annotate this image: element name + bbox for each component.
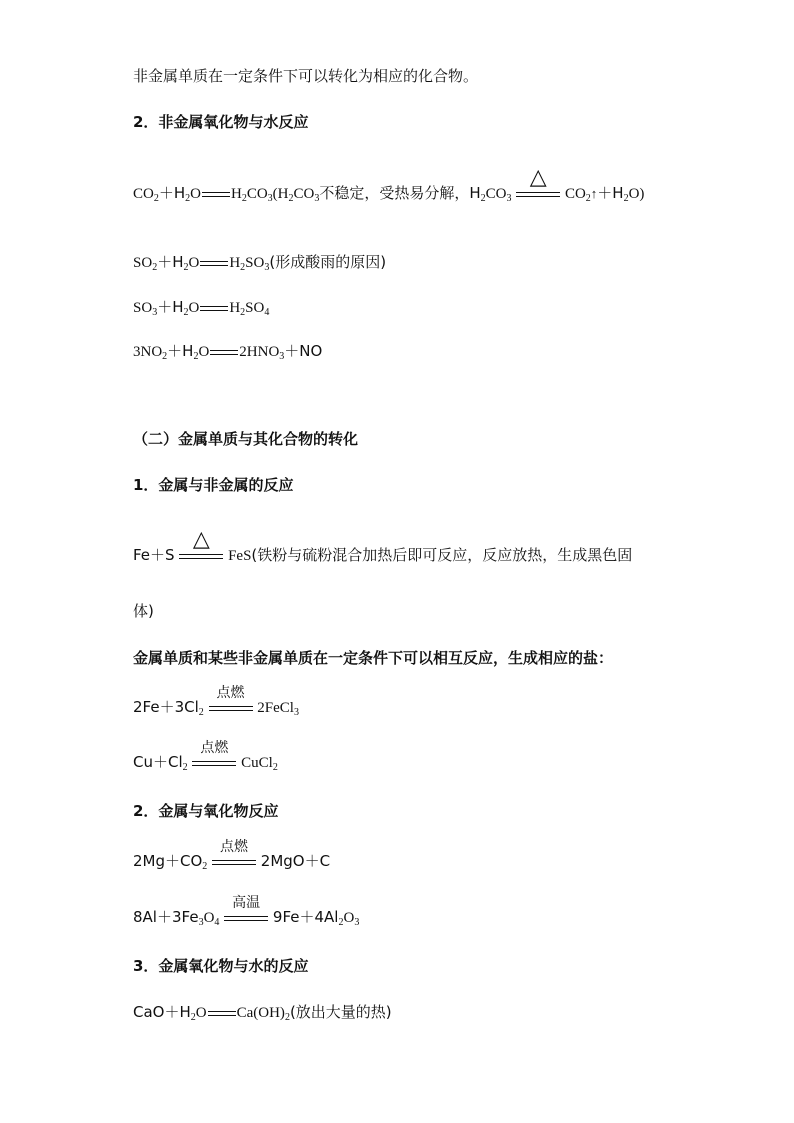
- summary-text: 金属单质和某些非金属单质在一定条件下可以相互反应，生成相应的盐：: [133, 649, 614, 667]
- gas-arrow-icon: ↑: [590, 186, 598, 201]
- heading-metal-oxide: 2．金属与氧化物反应: [133, 802, 279, 820]
- condition-label: 点燃: [216, 684, 245, 701]
- condition-label: 点燃: [200, 739, 229, 756]
- ignite-equals-sign: [192, 739, 236, 767]
- equation-al-fe3o4: $8Al+3Fe_3O_4$ 高温 $9Fe+4Al_2O_3$: [133, 894, 360, 928]
- equation-cao-water: $CaO+H_2O$ $Ca(OH)_2$(放出大量的热): [133, 1003, 392, 1023]
- heading-section-2: （二）金属单质与其化合物的转化: [133, 430, 359, 448]
- heading-nonmetal-oxide-water: 2．非金属氧化物与水反应: [133, 113, 309, 131]
- heat-triangle-icon: △: [192, 526, 210, 552]
- ignite-equals-sign: [209, 684, 253, 712]
- heat-equals-sign: [179, 526, 223, 560]
- intro-text: 非金属单质在一定条件下可以转化为相应的化合物。: [133, 67, 479, 85]
- heading-metal-nonmetal: 1．金属与非金属的反应: [133, 476, 294, 494]
- heading-metal-oxide-water: 3．金属氧化物与水的反应: [133, 957, 309, 975]
- condition-label: 点燃: [220, 838, 249, 855]
- high-temp-equals-sign: [224, 894, 268, 922]
- equation-mg-co2: $2Mg+CO_2$ 点燃 2MgO＋C: [133, 838, 331, 872]
- equation-so2-water: $SO_2+H_2O$ $H_2SO_3$(形成酸雨的原因): [133, 253, 387, 273]
- equals-sign: [208, 1011, 236, 1017]
- equals-sign: [202, 192, 230, 198]
- equals-sign: [200, 306, 228, 312]
- condition-label: 高温: [232, 894, 261, 911]
- equation-fe-s: Fe＋S △ FeS(铁粉与硫粉混合加热后即可反应，反应放热，生成黑色固: [133, 526, 633, 564]
- equation-cu-cl2: $Cu+Cl_2$ 点燃 CuCl$_2$: [133, 739, 278, 773]
- equals-sign: [210, 350, 238, 356]
- ignite-equals-sign: [212, 838, 256, 866]
- equation-no2-water: $3NO_2+H_2O$ $2HNO_3+NO$: [133, 342, 323, 362]
- equals-sign: [200, 261, 228, 267]
- equation-so3-water: $SO_3+H_2O$ $H_2SO_4$: [133, 298, 270, 318]
- heat-equals-sign: [516, 164, 560, 198]
- equation-fe-cl2: $2Fe+3Cl_2$ 点燃 2FeCl$_3$: [133, 684, 299, 718]
- equation-fe-s-note-cont: 体): [133, 602, 154, 620]
- heat-triangle-icon: △: [529, 164, 547, 190]
- equation-co2-water: $CO_2+H_2O$ $H_2CO_3(H_2CO_3$不稳定，受热易分解，$H_2CO_3$ △ $CO_2↑+H_2O$): [133, 164, 645, 204]
